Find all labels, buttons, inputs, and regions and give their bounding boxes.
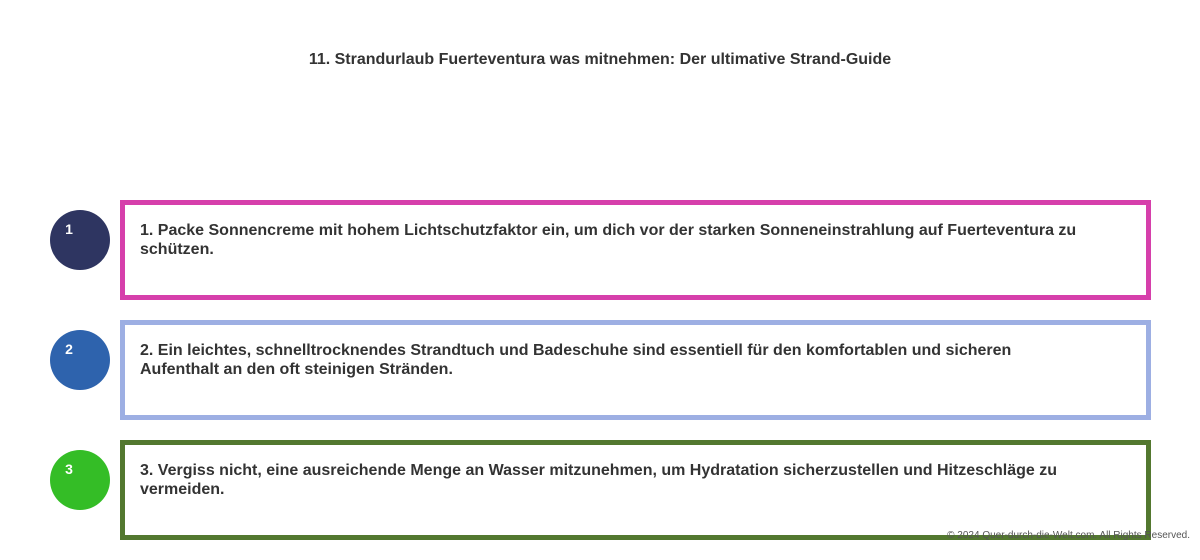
list-item-1 <box>0 200 1200 300</box>
step-box-3 <box>120 440 1151 540</box>
list-item-2 <box>0 320 1200 420</box>
copyright-footer: © 2024 Quer-durch-die-Welt.com. All Rights Reserved. <box>947 530 1190 541</box>
step-number-2: 2 <box>65 341 73 357</box>
step-box-2 <box>120 320 1151 420</box>
step-number-circle-3 <box>50 450 110 510</box>
step-number-circle-1 <box>50 210 110 270</box>
step-box-1 <box>120 200 1151 300</box>
step-text-1: 1. Packe Sonnencreme mit hohem Lichtschutzfaktor ein, um dich vor der starken Sonneneinstrahlung auf Fuerteventura zu schützen. <box>140 222 1077 258</box>
page-title: 11. Strandurlaub Fuerteventura was mitnehmen: Der ultimative Strand-Guide <box>308 51 892 68</box>
list-item-3 <box>0 440 1200 540</box>
step-number-1: 1 <box>65 221 73 237</box>
step-number-3: 3 <box>65 461 73 477</box>
step-number-circle-2 <box>50 330 110 390</box>
step-text-2: 2. Ein leichtes, schnelltrocknendes Strandtuch und Badeschuhe sind essentiell für den komfortablen und sicheren Aufenthalt an den oft steinigen Stränden. <box>140 342 1012 378</box>
step-text-3: 3. Vergiss nicht, eine ausreichende Menge an Wasser mitzunehmen, um Hydratation sicherzustellen und Hitzeschläge zu vermeiden. <box>140 462 1057 498</box>
